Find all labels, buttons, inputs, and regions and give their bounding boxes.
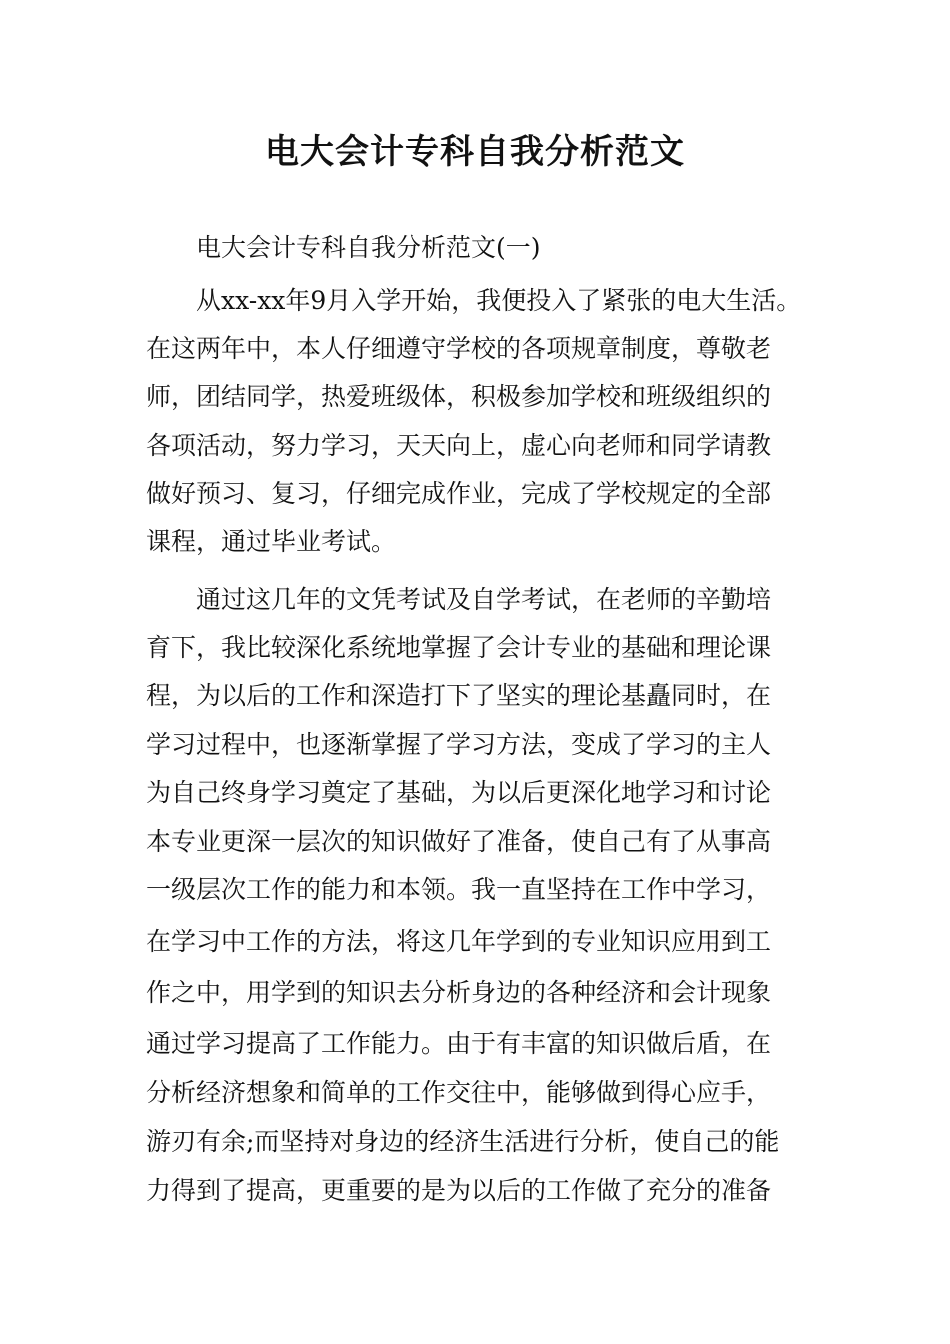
paragraph-1-line-6: 课程，通过毕业考试。 [146,527,397,556]
paragraph-1-line-3: 师，团结同学，热爱班级体，积极参加学校和班级组织的 [146,382,772,411]
paragraph-2-line-1: 通过这几年的文凭考试及自学考试，在老师的辛勤培 [196,585,772,614]
section-heading: 电大会计专科自我分析范文(一) [196,233,541,262]
paragraph-1-line-2: 在这两年中，本人仔细遵守学校的各项规章制度，尊敬老 [146,334,772,363]
paragraph-2-line-8: 在学习中工作的方法，将这几年学到的专业知识应用到工 [146,927,772,956]
paragraph-2-line-9: 作之中，用学到的知识去分析身边的各种经济和会计现象 [146,978,772,1007]
paragraph-1-line-1: 从xx-xx年9月入学开始，我便投入了紧张的电大生活。 [196,286,802,315]
paragraph-2-line-6: 本专业更深一层次的知识做好了准备，使自己有了从事高 [146,827,772,856]
paragraph-2-line-5: 为自己终身学习奠定了基础，为以后更深化地学习和讨论 [146,778,772,807]
paragraph-2-line-13: 力得到了提高，更重要的是为以后的工作做了充分的准备 [146,1176,772,1205]
paragraph-2-line-2: 育下，我比较深化系统地掌握了会计专业的基础和理论课 [146,633,772,662]
paragraph-2-line-12: 游刃有余;而坚持对身边的经济生活进行分析，使自己的能 [146,1127,780,1156]
paragraph-2-line-10: 通过学习提高了工作能力。由于有丰富的知识做后盾，在 [146,1029,772,1058]
paragraph-2-line-7: 一级层次工作的能力和本领。我一直坚持在工作中学习， [146,875,772,904]
paragraph-2-line-4: 学习过程中，也逐渐掌握了学习方法，变成了学习的主人 [146,730,772,759]
paragraph-2-line-11: 分析经济想象和简单的工作交往中，能够做到得心应手， [146,1078,772,1107]
paragraph-1-line-5: 做好预习、复习，仔细完成作业，完成了学校规定的全部 [146,479,772,508]
document-title: 电大会计专科自我分析范文 [265,132,685,172]
paragraph-2-line-3: 程，为以后的工作和深造打下了坚实的理论基矗同时，在 [146,681,772,710]
paragraph-1-line-4: 各项活动，努力学习，天天向上，虚心向老师和同学请教 [146,431,772,460]
